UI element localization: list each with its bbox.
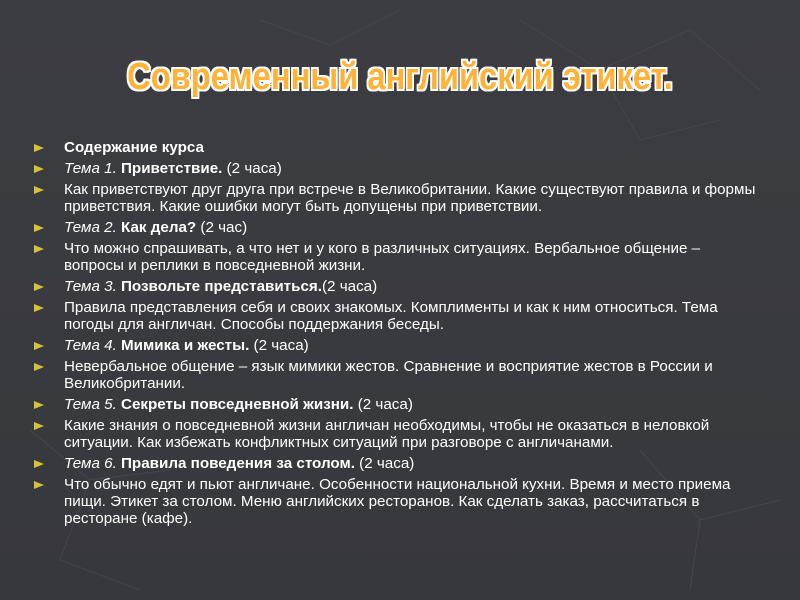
topic-prefix: Тема 3. xyxy=(64,278,122,295)
topic-hours: (2 часа) xyxy=(222,160,282,177)
bullet-arrow-icon xyxy=(34,481,44,489)
bullet-arrow-icon xyxy=(34,245,44,253)
topic-name: Позвольте представиться. xyxy=(121,278,322,295)
topic-prefix: Тема 5. xyxy=(64,396,122,413)
bullet-arrow-icon xyxy=(34,342,44,350)
course-content-list xyxy=(34,139,764,531)
list-item-heading xyxy=(34,139,764,156)
bullet-arrow-icon xyxy=(34,401,44,409)
topic-hours: (2 час) xyxy=(196,219,248,236)
course-heading: Содержание курса xyxy=(64,139,204,156)
topic-description: Невербальное общение – язык мимики жестов. Сравнение и восприятие жестов в России и Великобритании. xyxy=(64,358,713,392)
topic-prefix: Тема 2. xyxy=(64,219,122,236)
bullet-arrow-icon xyxy=(34,186,44,194)
bullet-arrow-icon xyxy=(34,224,44,232)
bullet-arrow-icon xyxy=(34,144,44,152)
topic-name: Как дела? xyxy=(121,219,197,236)
topic-name: Правила поведения за столом. xyxy=(121,455,355,472)
bullet-arrow-icon xyxy=(34,304,44,312)
bullet-arrow-icon xyxy=(34,363,44,371)
topic-hours: (2 часа) xyxy=(353,396,413,413)
bullet-arrow-icon xyxy=(34,283,44,291)
list-item-topic-3 xyxy=(34,278,764,295)
topic-description: Правила представления себя и своих знакомых. Комплименты и как к ним относиться. Тема погоды для англичан. Способы поддержания беседы. xyxy=(64,299,718,333)
bullet-arrow-icon xyxy=(34,460,44,468)
list-item-desc-3 xyxy=(34,299,764,333)
topic-description: Что обычно едят и пьют англичане. Особенности национальной кухни. Время и место приема пищи. Этикет за столом. Меню английских ресторанов. Как сделать заказ, рассчитаться в ресторане (кафе). xyxy=(64,476,731,527)
topic-description: Как приветствуют друг друга при встрече в Великобритании. Какие существуют правила и формы приветствия. Какие ошибки могут быть допущены при приветствии. xyxy=(64,181,756,215)
topic-description: Что можно спрашивать, а что нет и у кого в различных ситуациях. Вербальное общение – вопросы и реплики в повседневной жизни. xyxy=(64,240,701,274)
topic-name: Приветствие. xyxy=(121,160,223,177)
list-item-topic-2 xyxy=(34,219,764,236)
topic-name: Секреты повседневной жизни. xyxy=(121,396,354,413)
list-item-topic-1 xyxy=(34,160,764,177)
list-item-desc-2 xyxy=(34,240,764,274)
topic-prefix: Тема 6. xyxy=(64,455,122,472)
list-item-desc-4 xyxy=(34,358,764,392)
list-item-desc-5 xyxy=(34,417,764,451)
topic-description: Какие знания о повседневной жизни англичан необходимы, чтобы не оказаться в неловкой ситуации. Как избежать конфликтных ситуаций при разговоре с англичанами. xyxy=(64,417,710,451)
topic-prefix: Тема 1. xyxy=(64,160,122,177)
list-item-topic-5 xyxy=(34,396,764,413)
topic-hours: (2 часа) xyxy=(354,455,415,472)
bullet-arrow-icon xyxy=(34,422,44,430)
list-item-topic-6 xyxy=(34,455,764,472)
list-item-topic-4 xyxy=(34,337,764,354)
topic-prefix: Тема 4. xyxy=(64,337,122,354)
slide-title: Современный английский этикет. xyxy=(127,56,673,98)
topic-hours: (2 часа) xyxy=(322,278,378,295)
topic-hours: (2 часа) xyxy=(249,337,309,354)
list-item-desc-1 xyxy=(34,181,764,215)
list-item-desc-6 xyxy=(34,476,764,527)
topic-name: Мимика и жесты. xyxy=(121,337,250,354)
bullet-arrow-icon xyxy=(34,165,44,173)
